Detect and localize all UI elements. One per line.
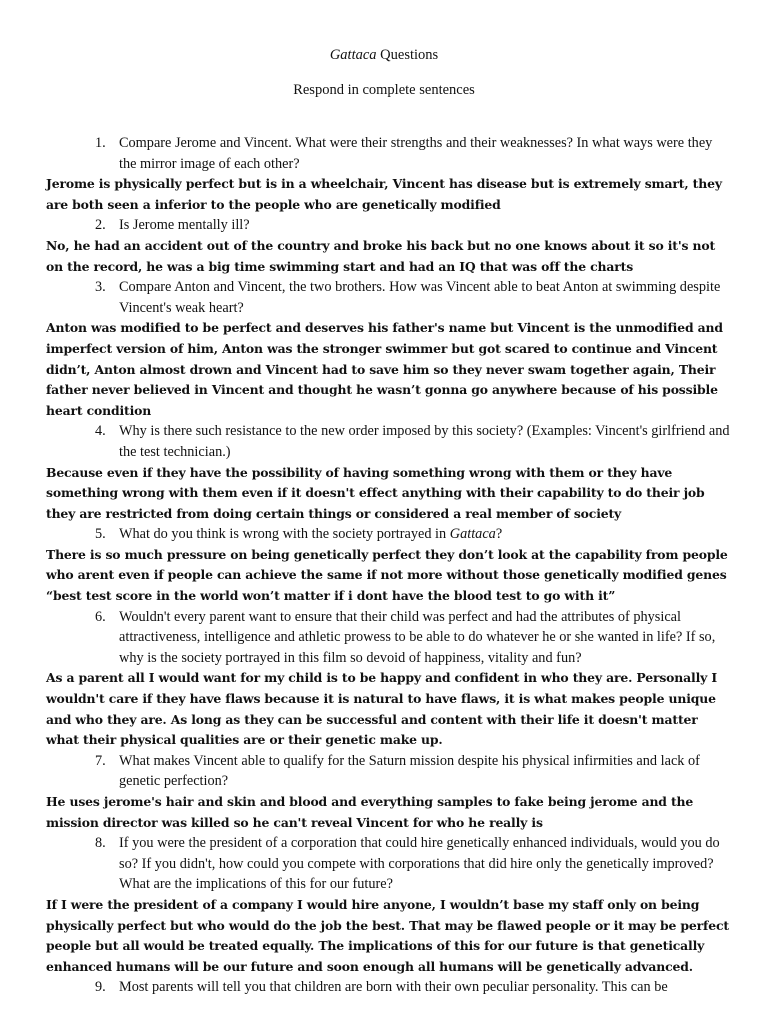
answer-5: There is so much pressure on being genetically perfect they don’t look at the capability from people who arent even if people can achieve the same if not more without those genetically modified genes “best test score in the world won’t matter if i dont have the blood test to go with it” [46,546,728,604]
question-text: Is Jerome mentally ill? [119,217,250,234]
question-1 [46,133,730,174]
question-2 [46,215,730,236]
question-number: 1. [95,135,106,151]
question-text-italic: Gattaca [449,526,496,543]
answer-6: As a parent all I would want for my child is to be happy and confident in who they are. Personally I wouldn't care if they have flaws because it is natural to have flaws, it is what makes people unique and who they are. As long as they can be successful and content with their life it doesn't matter what their physical qualities are or their genetic make up. [46,670,718,748]
question-number: 4. [95,423,106,440]
question-8 [46,833,730,895]
question-number: 2. [95,217,106,234]
document-title [0,45,768,65]
question-number: 7. [95,752,106,769]
question-text: Compare Anton and Vincent, the two brothers. How was Vincent able to beat Anton at swimming despite Vincent's weak heart? [119,279,721,316]
answer-2: No, he had an accident out of the country and broke his back but no one knows about it so it's not on the record, he was a big time swimming start and had an IQ that was off the charts [46,237,716,274]
question-number: 9. [95,979,106,996]
question-text: Why is there such resistance to the new order imposed by this society? (Examples: Vincent's girlfriend and the test technician.) [119,423,730,460]
question-text-before: What do you think is wrong with the society portrayed in [119,526,450,543]
question-text: Compare Jerome and Vincent. What were their strengths and their weaknesses? In what ways were they the mirror image of each other? [119,135,713,172]
question-4 [46,421,730,462]
question-6 [46,607,730,669]
answer-4: Because even if they have the possibility of having something wrong with them or they have something wrong with them even if it doesn't effect anything with their capability to do their job they are restricted from doing certain things or considered a real member of society [46,464,705,521]
question-7 [46,751,730,792]
question-list [46,133,730,998]
question-9 [46,977,730,998]
answer-7: He uses jerome's hair and skin and blood and everything samples to fake being jerome and the mission director was killed so he can't reveal Vincent for who he really is [46,794,694,830]
question-3 [46,277,730,318]
title-rest: Questions [376,47,439,63]
question-text: Most parents will tell you that children are born with their own peculiar personality. This can be [119,979,668,996]
question-5 [46,524,730,545]
answer-1: Jerome is physically perfect but is in a wheelchair, Vincent has disease but is extremely smart, they are both seen a inferior to the people who are genetically modified [46,176,722,212]
document-subtitle: Respond in complete sentences [293,82,475,98]
question-number: 8. [95,835,106,852]
answer-8: If I were the president of a company I would hire anyone, I wouldn’t base my staff only on being physically perfect but who would do the job the best. That may be flawed people or it may be perfect people but all would be treated equally. The implications of this for our future is that genetically enhanced humans will be our future and soon enough all humans will be genetically advanced. [46,896,729,974]
answer-3: Anton was modified to be perfect and deserves his father's name but Vincent is the unmodified and imperfect version of him, Anton was the stronger swimmer but got scared to continue and Vincent didn’t, Anton almost drown and Vincent had to save him so they never swam together again, Their father never believed in Vincent and thought he wasn’t gonna go anywhere because of his possible heart condition [46,320,723,418]
question-text: Wouldn't every parent want to ensure that their child was perfect and had the attributes of physical attractiveness, intelligence and athletic prowess to be able to do whatever he or she wanted in life? If so, why is the society portrayed in this film so devoid of happiness, vitality and fun? [119,608,716,666]
question-number: 3. [95,279,106,296]
question-text: If you were the president of a corporation that could hire genetically enhanced individuals, would you do so? If you didn't, how could you compete with corporations that did hire only the genetically improved? What are the implications of this for our future? [119,835,720,893]
title-italic: Gattaca [329,47,377,63]
question-text: What makes Vincent able to qualify for the Saturn mission despite his physical infirmities and lack of genetic perfection? [119,752,700,790]
question-text-after: ? [495,526,503,543]
question-number: 6. [95,608,106,625]
question-number: 5. [95,526,106,543]
